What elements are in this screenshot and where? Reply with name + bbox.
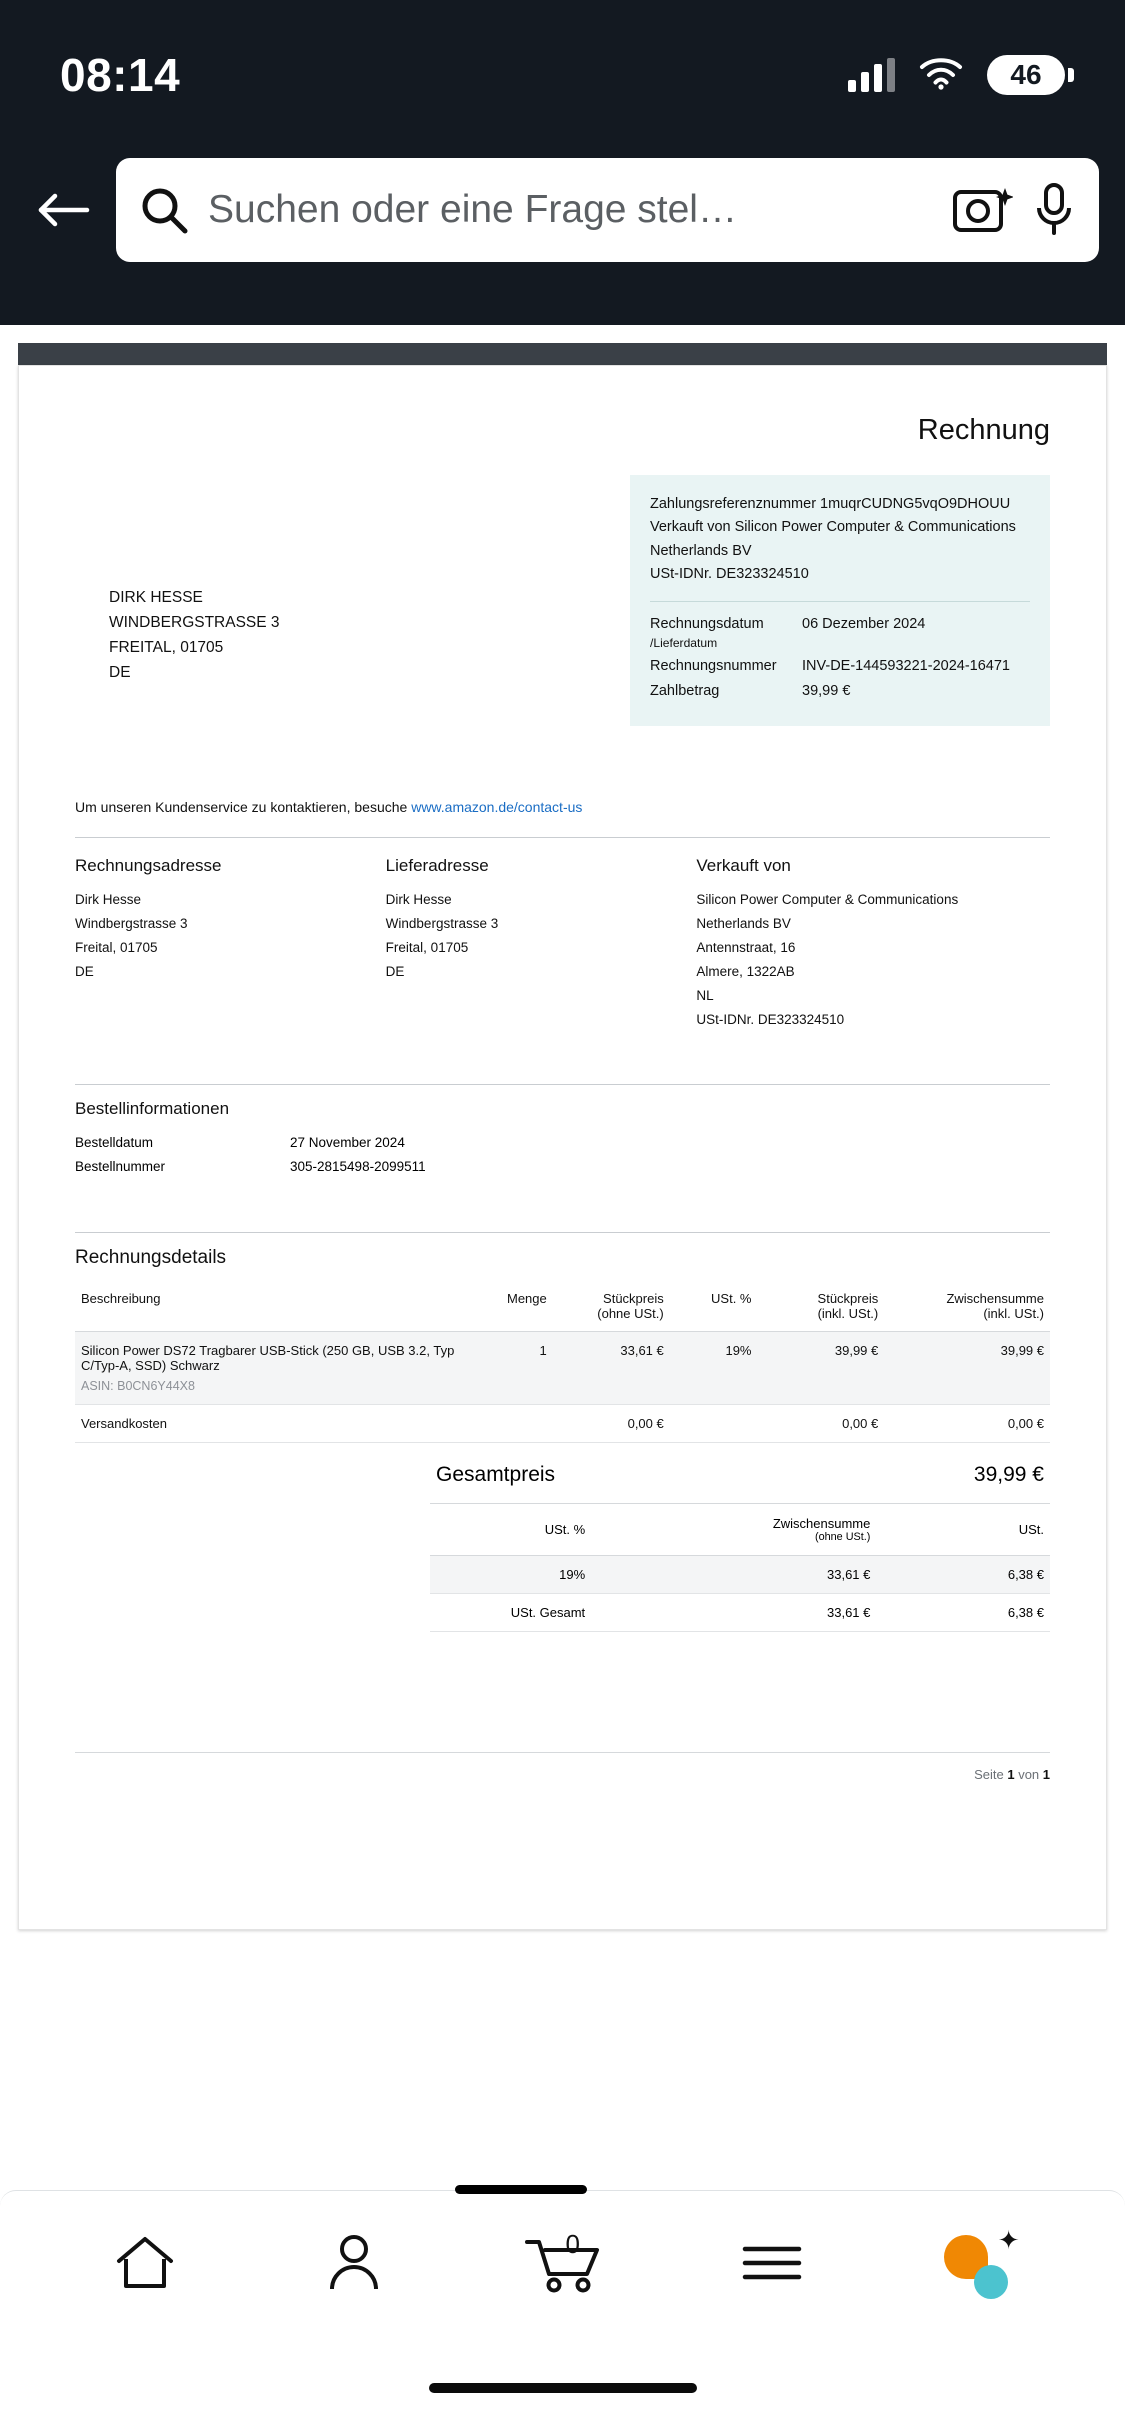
seller-line: USt-IDNr. DE323324510 (696, 1012, 845, 1028)
camera-lens-icon[interactable] (951, 182, 1013, 238)
hamburger-menu-icon (740, 2241, 804, 2290)
battery-indicator: 46 (987, 55, 1065, 95)
grand-total-value: 39,99 € (973, 1462, 1044, 1486)
seller-line: Antennstraat, 16 (696, 940, 796, 956)
totals-region (75, 1449, 1050, 1632)
vat-amount: 6,38 € (876, 1555, 1050, 1593)
bottom-navigation-bar (0, 2190, 1125, 2340)
column-heading: Rechnungsadresse (75, 856, 222, 875)
column-heading: Verkauft von (696, 856, 791, 875)
summary-value: INV-DE-144593221-2024-16471 (802, 658, 1010, 675)
wifi-icon (919, 56, 963, 95)
page-total: 1 (1042, 1766, 1050, 1782)
nav-menu-button[interactable] (697, 2211, 847, 2321)
status-clock: 08:14 (60, 49, 181, 101)
vat-row (430, 1555, 1050, 1593)
address-line: DE (75, 964, 94, 980)
summary-label: Rechnungsnummer (650, 658, 777, 675)
order-date-label: Bestelldatum (75, 1135, 154, 1151)
page-number (75, 1753, 1050, 1782)
search-row (0, 120, 1125, 300)
document-viewer[interactable] (0, 325, 1125, 2185)
column-heading: Lieferadresse (385, 856, 489, 875)
summary-value: 39,99 € (802, 683, 851, 700)
status-icon-group (848, 55, 1065, 95)
order-info-heading: Bestellinformationen (75, 1099, 230, 1119)
customer-service-line (75, 799, 1050, 815)
seller-line: Netherlands BV (696, 916, 791, 932)
contact-us-link[interactable]: www.amazon.de/contact-us (411, 799, 583, 815)
vat-total-label: USt. Gesamt (430, 1593, 591, 1631)
item-unit-net: 33,61 € (553, 1331, 670, 1404)
shipping-address-column (386, 856, 697, 1032)
item-asin: ASIN: B0CN6Y44X8 (81, 1378, 195, 1393)
address-line: Windbergstrasse 3 (75, 916, 188, 932)
invoice-page (18, 365, 1107, 1930)
address-line: Freital, 01705 (75, 940, 158, 956)
th-vat-rate: USt. % (670, 1281, 758, 1332)
th-unit-net-main: Stückpreis (603, 1290, 664, 1306)
vat-total-row (430, 1593, 1050, 1631)
address-line: Windbergstrasse 3 (385, 916, 499, 932)
page-of: von (1014, 1766, 1043, 1782)
th-vat-net (591, 1504, 876, 1556)
item-description: Silicon Power DS72 Tragbarer USB-Stick (250 GB, USB 3.2, Typ C/Typ-A, SSD) Schwarz (81, 1342, 455, 1373)
order-date-row (75, 1131, 1050, 1155)
page-label-prefix: Seite (974, 1766, 1008, 1782)
seller-line: Almere, 1322AB (696, 964, 795, 980)
order-number-label: Bestellnummer (75, 1159, 166, 1175)
payment-summary-box (630, 475, 1050, 726)
recipient-line: WINDBERGSTRASSE 3 (109, 614, 280, 632)
billing-address-column (75, 856, 386, 1032)
item-description-cell (75, 1331, 465, 1404)
shipping-qty (465, 1404, 553, 1442)
contact-text: Um unseren Kundenservice zu kontaktieren, besuche (75, 799, 412, 815)
cellular-signal-icon (848, 58, 895, 92)
seller-line-1: Verkauft von Silicon Power Computer & Communications (650, 519, 1016, 536)
order-number-row (75, 1155, 1050, 1179)
order-info-table (75, 1131, 1050, 1180)
seller-column (696, 856, 1050, 1032)
table-row (75, 1331, 1050, 1404)
item-vat-rate: 19% (670, 1331, 758, 1404)
th-unit-net-sub: (ohne USt.) (597, 1305, 664, 1321)
page-current: 1 (1007, 1766, 1015, 1782)
invoice-details-heading: Rechnungsdetails (75, 1246, 227, 1268)
item-unit-gross: 39,99 € (758, 1331, 885, 1404)
th-unit-gross-main: Stückpreis (817, 1290, 879, 1306)
vat-total-amount: 6,38 € (876, 1593, 1050, 1631)
bottom-area (0, 2181, 1125, 2436)
home-icon (114, 2234, 176, 2297)
home-indicator-bar (429, 2383, 697, 2393)
vat-summary-table (430, 1504, 1050, 1632)
shipping-unit-gross: 0,00 € (758, 1404, 885, 1442)
address-line: Dirk Hesse (385, 892, 452, 907)
th-vat-net-main: Zwischensumme (772, 1515, 871, 1531)
seller-line: Silicon Power Computer & Communications (696, 892, 959, 907)
shipping-description: Versandkosten (75, 1404, 465, 1442)
item-qty: 1 (465, 1331, 553, 1404)
app-top-bar (0, 0, 1125, 325)
summary-row-amount (650, 681, 1030, 702)
th-vat-rate: USt. % (430, 1504, 591, 1556)
shipping-unit-net: 0,00 € (553, 1404, 670, 1442)
th-description: Beschreibung (75, 1281, 465, 1332)
nav-account-button[interactable] (279, 2211, 429, 2321)
vat-total-net: 33,61 € (591, 1593, 876, 1631)
th-subtotal-main: Zwischensumme (946, 1290, 1044, 1306)
address-line: Freital, 01705 (385, 940, 469, 956)
summary-value: 06 Dezember 2024 (802, 615, 926, 632)
grand-total-row (430, 1449, 1050, 1504)
th-unit-gross (758, 1281, 885, 1332)
th-subtotal (884, 1281, 1050, 1332)
spacer (75, 1180, 1050, 1210)
th-subtotal-sub: (inkl. USt.) (983, 1305, 1044, 1321)
shipping-subtotal: 0,00 € (884, 1404, 1050, 1442)
table-row (75, 1404, 1050, 1442)
invoice-header-region (75, 475, 1050, 765)
page-title: Rechnung (917, 414, 1050, 446)
nav-assistant-button[interactable] (906, 2211, 1056, 2321)
vat-header-row (430, 1504, 1050, 1556)
th-quantity: Menge (465, 1281, 553, 1332)
seller-line-2: Netherlands BV (650, 542, 752, 559)
status-bar (0, 0, 1125, 120)
vat-net: 33,61 € (591, 1555, 876, 1593)
address-columns (75, 838, 1050, 1032)
invoice-items-table (75, 1281, 1050, 1443)
recipient-line: DIRK HESSE (109, 589, 203, 606)
recipient-line: FREITAL, 01705 (109, 639, 224, 657)
summary-sublabel: /Lieferdatum (650, 635, 718, 650)
summary-row-invoice-number (650, 656, 1030, 677)
divider (75, 1084, 1050, 1085)
search-icon (138, 184, 190, 236)
document-top-edge (18, 343, 1107, 365)
address-line: DE (385, 964, 405, 980)
recipient-address (109, 585, 280, 685)
home-indicator (0, 2340, 1125, 2436)
item-subtotal: 39,99 € (884, 1331, 1050, 1404)
back-arrow-icon[interactable] (26, 173, 100, 247)
table-header-row (75, 1281, 1050, 1332)
rufus-assistant-icon: ✦ (944, 2229, 1018, 2303)
summary-label: Rechnungsdatum (650, 615, 764, 632)
seller-line: NL (696, 988, 714, 1004)
payment-reference: Zahlungsreferenznummer 1muqrCUDNG5vqO9DHOUU (650, 496, 1011, 512)
microphone-icon[interactable] (1031, 181, 1077, 239)
address-line: Dirk Hesse (75, 892, 142, 907)
summary-row-invoice-date (650, 614, 1030, 653)
order-date-value: 27 November 2024 (290, 1135, 405, 1151)
search-input[interactable]: Suchen oder eine Frage stel… (208, 188, 737, 231)
nav-cart-button[interactable] (488, 2211, 638, 2321)
search-bar[interactable] (116, 158, 1099, 262)
drag-handle[interactable] (455, 2185, 587, 2194)
shipping-vat-rate (670, 1404, 758, 1442)
recipient-line: DE (109, 664, 131, 682)
th-vat-net-sub: (ohne USt.) (815, 1530, 871, 1543)
cart-count-badge: 0 (565, 2228, 580, 2259)
th-unit-net (553, 1281, 670, 1332)
shopping-cart-icon (523, 2232, 603, 2299)
seller-vat-id: USt-IDNr. DE323324510 (650, 566, 809, 583)
account-person-icon (325, 2232, 383, 2299)
order-number-value: 305-2815498-2099511 (290, 1159, 426, 1175)
summary-label: Zahlbetrag (650, 683, 720, 700)
nav-home-button[interactable] (70, 2211, 220, 2321)
divider (75, 1232, 1050, 1233)
summary-divider (650, 601, 1030, 602)
vat-rate: 19% (430, 1555, 591, 1593)
grand-total-label: Gesamtpreis (436, 1462, 556, 1486)
th-vat-amount: USt. (876, 1504, 1050, 1556)
th-unit-gross-sub: (inkl. USt.) (817, 1305, 879, 1321)
spacer (75, 1032, 1050, 1062)
